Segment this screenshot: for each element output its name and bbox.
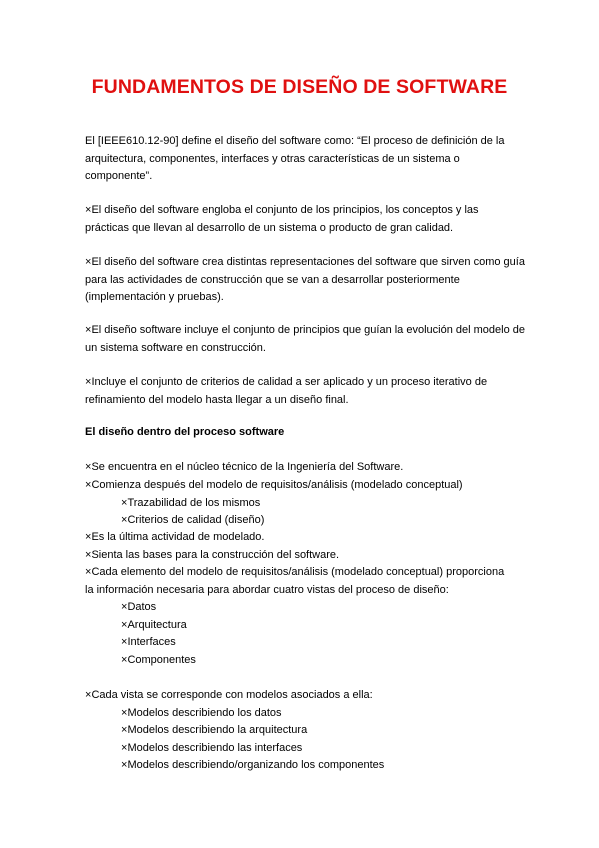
list-item-text: Criterios de calidad (diseño): [127, 514, 265, 526]
section-heading: El diseño dentro del proceso software: [85, 426, 285, 438]
bullet-paragraph: [85, 254, 525, 307]
list-item-text: Arquitectura: [127, 619, 187, 631]
list-item-text: Se encuentra en el núcleo técnico de la Ingeniería del Software.: [91, 461, 404, 473]
list-item-text: Sienta las bases para la construcción del software.: [91, 549, 340, 561]
list-item-text: Es la última actividad de modelado.: [91, 531, 265, 543]
bullet-mark: ×: [121, 654, 128, 666]
bullet-mark: ×: [85, 324, 92, 336]
bullet-mark: ×: [85, 376, 92, 388]
bullet-mark: ×: [85, 479, 92, 491]
bullet-text: Incluye el conjunto de criterios de calidad a ser aplicado y un proceso iterativo de refinamiento del modelo hasta llegar a un diseño final.: [85, 376, 488, 406]
bullet-mark: ×: [121, 707, 128, 719]
sub-list-item: [121, 758, 384, 772]
bullet-paragraph: [85, 374, 525, 409]
sub-list-item: [121, 618, 187, 632]
bullet-mark: ×: [121, 636, 128, 648]
bullet-text: El diseño software incluye el conjunto de principios que guían la evolución del modelo de un sistema software en construcción.: [85, 324, 525, 354]
bullet-text: El diseño del software engloba el conjunto de los principios, los conceptos y las prácticas que llevan al desarrollo de un sistema o producto de gran calidad.: [85, 204, 479, 234]
bullet-mark: ×: [85, 689, 92, 701]
list-item-text: Trazabilidad de los mismos: [127, 497, 261, 509]
list-item: [85, 548, 339, 562]
bullet-mark: ×: [85, 256, 92, 268]
bullet-mark: ×: [85, 549, 92, 561]
list-item-continuation: la información necesaria para abordar cuatro vistas del proceso de diseño:: [85, 584, 449, 596]
bullet-mark: ×: [121, 619, 128, 631]
sub-list-item: [121, 513, 264, 527]
sub-list-item: [121, 600, 156, 614]
bullet-mark: ×: [85, 204, 92, 216]
bullet-mark: ×: [121, 724, 128, 736]
list-item: [85, 688, 373, 702]
list-item-text: Datos: [127, 601, 157, 613]
list-item: [85, 478, 463, 492]
list-item-text: Modelos describiendo/organizando los componentes: [127, 759, 385, 771]
bullet-text: El diseño del software crea distintas representaciones del software que sirven como guía para las actividades de construcción que se van a desarrollar posteriormente (implementación y pruebas).: [85, 256, 525, 303]
list-item: [85, 530, 264, 544]
sub-list-item: [121, 496, 260, 510]
bullet-paragraph: [85, 202, 525, 237]
sub-list-item: [121, 741, 302, 755]
list-item-text: Modelos describiendo los datos: [127, 707, 282, 719]
bullet-paragraph: [85, 322, 525, 357]
list-item-text: Modelos describiendo la arquitectura: [127, 724, 308, 736]
list-item: [85, 460, 403, 474]
sub-list-item: [121, 723, 307, 737]
bullet-mark: ×: [121, 514, 128, 526]
list-item-text: Cada vista se corresponde con modelos asociados a ella:: [91, 689, 373, 701]
sub-list-item: [121, 653, 196, 667]
bullet-mark: ×: [85, 531, 92, 543]
bullet-mark: ×: [121, 742, 128, 754]
list-item-text: Modelos describiendo las interfaces: [127, 742, 303, 754]
bullet-mark: ×: [85, 461, 92, 473]
list-item-text: Comienza después del modelo de requisitos/análisis (modelado conceptual): [91, 479, 463, 491]
list-item-text: Componentes: [127, 654, 196, 666]
bullet-mark: ×: [121, 759, 128, 771]
document-title: FUNDAMENTOS DE DISEÑO DE SOFTWARE: [91, 76, 508, 98]
sub-list-item: [121, 706, 282, 720]
list-item-text: Cada elemento del modelo de requisitos/análisis (modelado conceptual) proporciona: [91, 566, 505, 578]
intro-paragraph: El [IEEE610.12-90] define el diseño del software como: “El proceso de definición de la arquitectura, componentes, interfaces y otras características de un sistema o componente”.: [85, 135, 505, 182]
list-item: [85, 565, 504, 579]
bullet-mark: ×: [121, 601, 128, 613]
bullet-mark: ×: [85, 566, 92, 578]
bullet-mark: ×: [121, 497, 128, 509]
sub-list-item: [121, 635, 176, 649]
list-item-text: Interfaces: [127, 636, 176, 648]
